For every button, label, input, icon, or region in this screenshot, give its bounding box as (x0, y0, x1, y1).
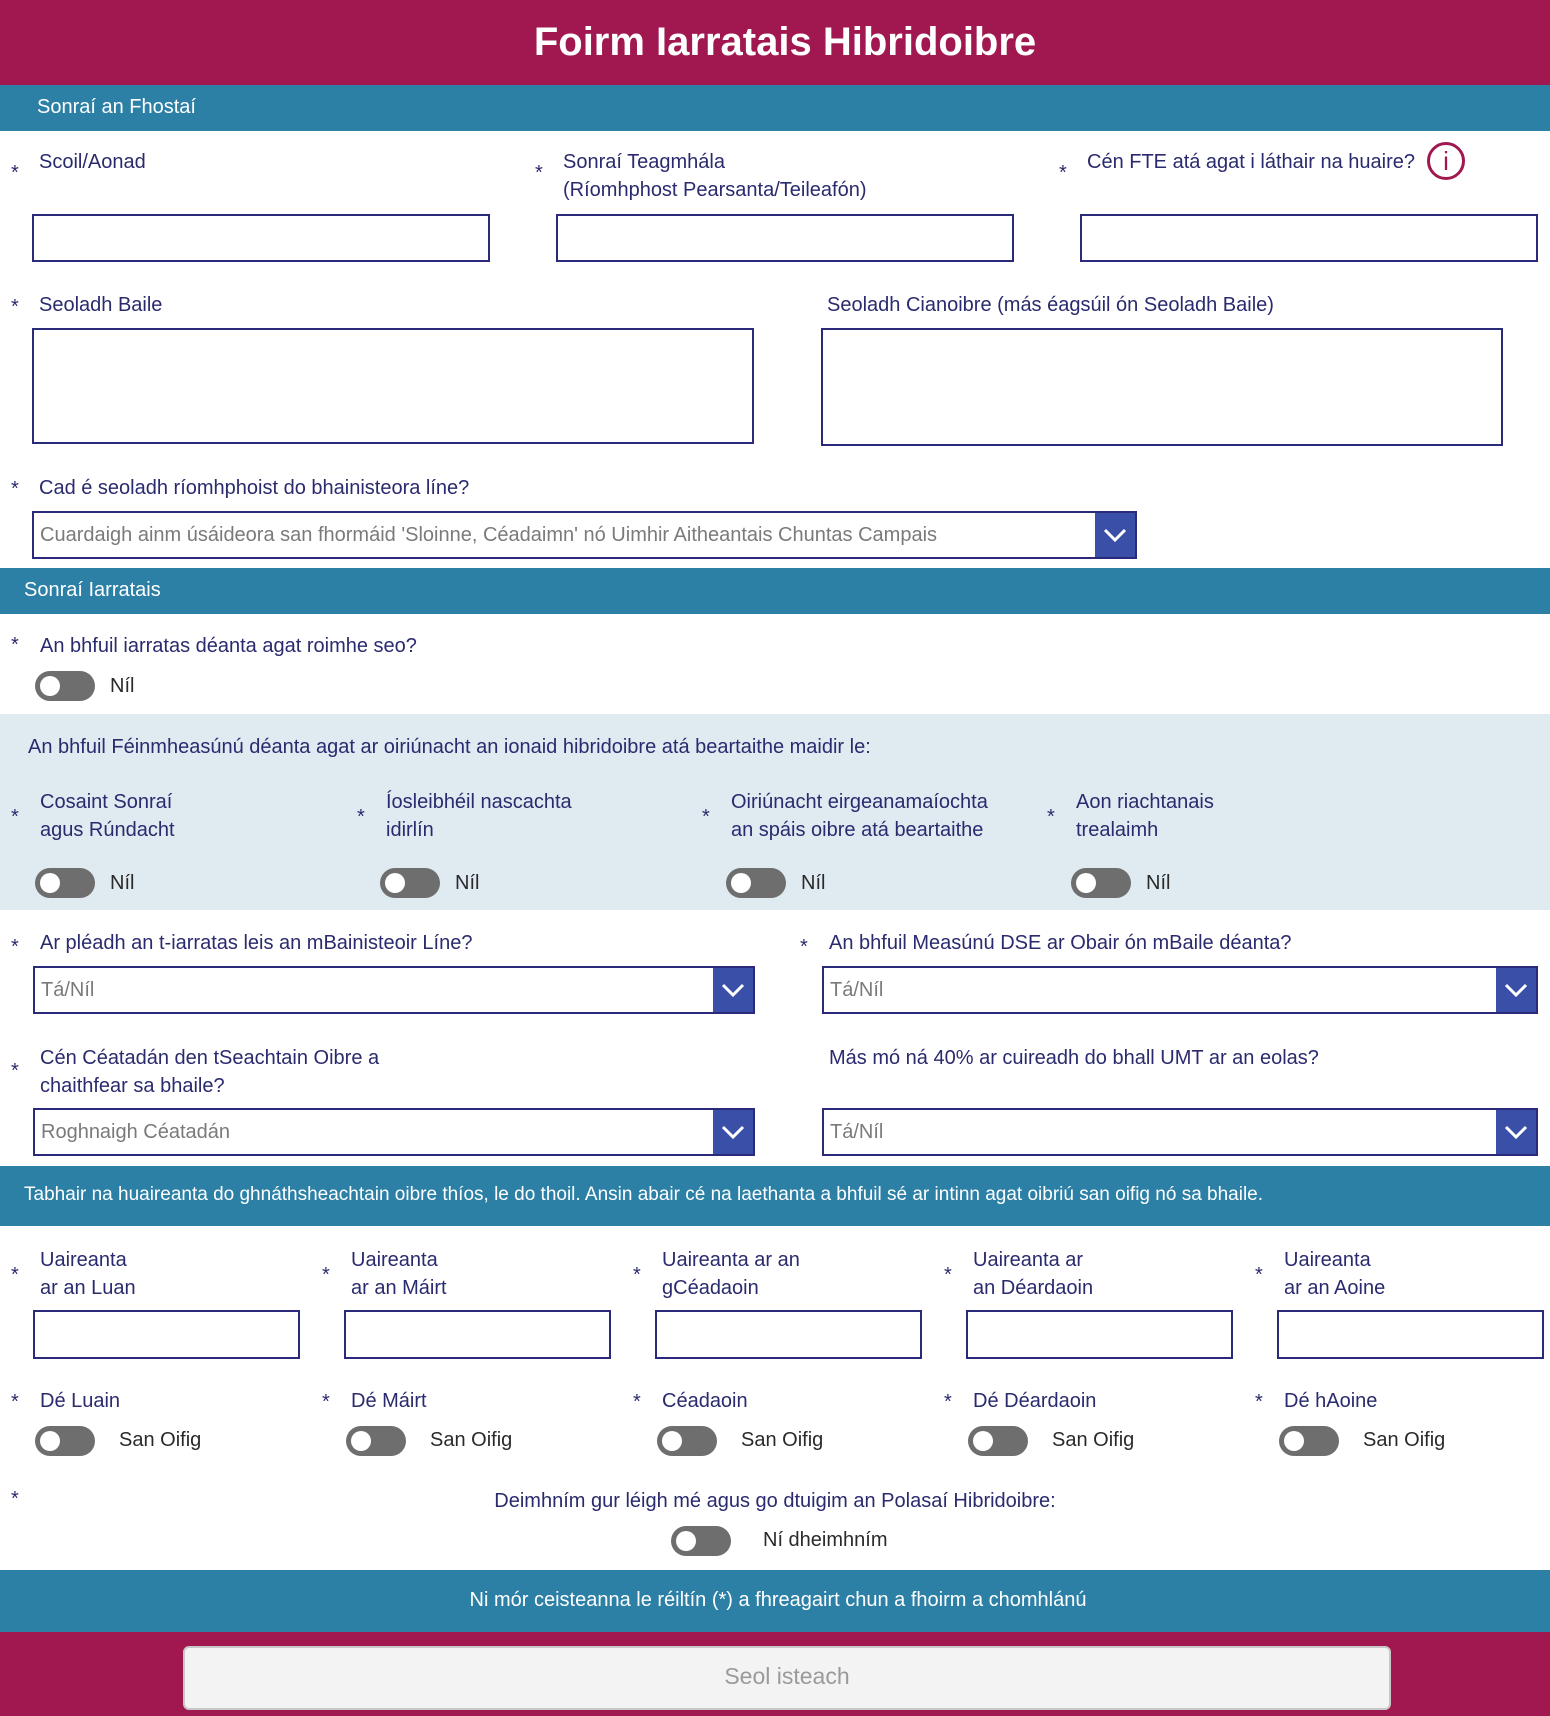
required-note: Ni mór ceisteanna le réiltín (*) a fhreagairt chun a fhoirm a chomhlánú (469, 1589, 1087, 1611)
monday-location-value: San Oifig (119, 1429, 202, 1451)
day-label: Dé hAoine (1284, 1390, 1378, 1412)
hours-tuesday-input[interactable] (344, 1310, 611, 1359)
percent-placeholder: Roghnaigh Céatadán (41, 1121, 231, 1143)
umt-label: Más mó ná 40% ar cuireadh do bhall UMT ar an eolas? (829, 1047, 1319, 1069)
day-label: Dé Luain (40, 1390, 121, 1412)
chevron-down-icon[interactable] (713, 968, 753, 1012)
hours-label-sub: ar an Luan (40, 1277, 136, 1299)
manager-email-label: Cad é seoladh ríomhphoist do bhainisteora líne? (39, 477, 470, 499)
home-address-input[interactable] (32, 328, 754, 444)
discussed-placeholder: Tá/Níl (41, 979, 95, 1001)
equipment-toggle[interactable] (1071, 868, 1131, 898)
data-protection-toggle[interactable] (35, 868, 95, 898)
hours-label: Uaireanta ar (973, 1249, 1084, 1271)
required-marker: * (322, 1264, 330, 1286)
hours-label-sub: ar an Aoine (1284, 1277, 1386, 1299)
manager-email-placeholder: Cuardaigh ainm úsáideora san fhormáid 'Sloinne, Céadaimn' nó Uimhir Aitheantais Chuntas Campais (40, 524, 938, 546)
section-title: Sonraí an Fhostaí (37, 96, 196, 118)
check-label: Íosleibhéil nascachta (386, 791, 572, 813)
percent-dropdown[interactable] (33, 1108, 755, 1156)
required-marker: * (1255, 1264, 1263, 1286)
check-label-sub: idirlín (386, 819, 434, 841)
hours-label: Uaireanta ar an (662, 1249, 800, 1271)
tuesday-location-toggle[interactable] (346, 1426, 406, 1456)
policy-value: Ní dheimhním (763, 1529, 888, 1551)
discussed-label: Ar pléadh an t-iarratas leis an mBainisteoir Líne? (40, 932, 473, 954)
hours-label: Uaireanta (40, 1249, 127, 1271)
hours-label: Uaireanta (1284, 1249, 1371, 1271)
required-marker: * (11, 1488, 19, 1510)
thursday-location-value: San Oifig (1052, 1429, 1135, 1451)
previous-application-value: Níl (110, 675, 135, 697)
school-input[interactable] (32, 214, 490, 262)
dse-placeholder: Tá/Níl (830, 979, 884, 1001)
home-address-label: Seoladh Baile (39, 294, 163, 316)
required-marker: * (11, 634, 19, 656)
policy-label: Deimhním gur léigh mé agus go dtuigim an Polasaí Hibridoibre: (494, 1490, 1056, 1512)
chevron-down-icon[interactable] (1496, 1110, 1536, 1154)
day-label: Dé Déardaoin (973, 1390, 1097, 1412)
required-marker: * (11, 296, 19, 318)
contact-label: Sonraí Teagmhála (563, 151, 725, 173)
required-marker: * (357, 806, 365, 828)
required-marker: * (633, 1264, 641, 1286)
umt-dropdown[interactable] (822, 1108, 1538, 1156)
required-marker: * (1059, 162, 1067, 184)
check-label: Aon riachtanais (1076, 791, 1214, 813)
required-note-bar (0, 1570, 1550, 1632)
required-marker: * (1047, 806, 1055, 828)
contact-input[interactable] (556, 214, 1014, 262)
required-marker: * (702, 806, 710, 828)
check-label-sub: an spáis oibre atá beartaithe (731, 819, 984, 841)
hours-label: Uaireanta (351, 1249, 438, 1271)
check-label: Cosaint Sonraí (40, 791, 173, 813)
required-marker: * (1255, 1391, 1263, 1413)
check-label-sub: trealaimh (1076, 819, 1159, 841)
equipment-value: Níl (1146, 872, 1171, 894)
manager-email-dropdown[interactable] (32, 511, 1137, 559)
hours-wednesday-input[interactable] (655, 1310, 922, 1359)
thursday-location-toggle[interactable] (968, 1426, 1028, 1456)
remote-address-input[interactable] (821, 328, 1503, 446)
contact-label-sub: (Ríomhphost Pearsanta/Teileafón) (563, 179, 867, 201)
percent-label: Cén Céatadán den tSeachtain Oibre a (40, 1047, 380, 1069)
required-marker: * (11, 806, 19, 828)
hours-thursday-input[interactable] (966, 1310, 1233, 1359)
monday-location-toggle[interactable] (35, 1426, 95, 1456)
required-marker: * (11, 1060, 19, 1082)
wednesday-location-value: San Oifig (741, 1429, 824, 1451)
hours-label-sub: ar an Máirt (351, 1277, 447, 1299)
data-protection-value: Níl (110, 872, 135, 894)
previous-application-toggle[interactable] (35, 671, 95, 701)
friday-location-value: San Oifig (1363, 1429, 1446, 1451)
section-header-application (0, 568, 1550, 614)
required-marker: * (322, 1391, 330, 1413)
discussed-dropdown[interactable] (33, 966, 755, 1014)
section-header-hours (0, 1166, 1550, 1226)
page-title: Foirm Iarratais Hibridoibre (533, 20, 1037, 64)
fte-input[interactable] (1080, 214, 1538, 262)
required-marker: * (535, 162, 543, 184)
umt-placeholder: Tá/Níl (830, 1121, 884, 1143)
ergonomics-value: Níl (801, 872, 826, 894)
required-marker: * (11, 478, 19, 500)
hours-instructions: Tabhair na huaireanta do ghnáthsheachtain oibre thíos, le do thoil. Ansin abair cé na laethanta a bhfuil sé ar intinn agat oibriú san oifig nó sa bhaile. (24, 1184, 1264, 1205)
hours-friday-input[interactable] (1277, 1310, 1544, 1359)
wednesday-location-toggle[interactable] (657, 1426, 717, 1456)
remote-address-label: Seoladh Cianoibre (más éagsúil ón Seoladh Baile) (827, 294, 1274, 316)
required-marker: * (11, 162, 19, 184)
policy-toggle[interactable] (671, 1526, 731, 1556)
day-label: Dé Máirt (351, 1390, 427, 1412)
friday-location-toggle[interactable] (1279, 1426, 1339, 1456)
self-assessment-intro: An bhfuil Féinmheasúnú déanta agat ar oiriúnacht an ionaid hibridoibre atá beartaithe maidir le: (28, 736, 871, 758)
required-marker: * (944, 1391, 952, 1413)
hours-label-sub: gCéadaoin (662, 1277, 759, 1299)
percent-label-sub: chaithfear sa bhaile? (40, 1075, 225, 1097)
day-label: Céadaoin (662, 1390, 748, 1412)
section-header-employee (0, 85, 1550, 131)
info-icon[interactable]: i (1427, 142, 1465, 180)
chevron-down-icon[interactable] (713, 1110, 753, 1154)
required-marker: * (944, 1264, 952, 1286)
required-marker: * (11, 936, 19, 958)
previous-application-label: An bhfuil iarratas déanta agat roimhe seo? (40, 635, 417, 657)
school-label: Scoil/Aonad (39, 151, 146, 173)
chevron-down-icon[interactable] (1496, 968, 1536, 1012)
required-marker: * (11, 1391, 19, 1413)
required-marker: * (633, 1391, 641, 1413)
submit-button[interactable]: Seol isteach (183, 1646, 1391, 1710)
connectivity-value: Níl (455, 872, 480, 894)
dse-dropdown[interactable] (822, 966, 1538, 1014)
hours-monday-input[interactable] (33, 1310, 300, 1359)
required-marker: * (800, 936, 808, 958)
fte-label: Cén FTE atá agat i láthair na huaire? (1087, 151, 1415, 173)
section-title: Sonraí Iarratais (24, 579, 161, 601)
check-label: Oiriúnacht eirgeanamaíochta (731, 791, 988, 813)
chevron-down-icon[interactable] (1095, 513, 1135, 557)
required-marker: * (11, 1264, 19, 1286)
tuesday-location-value: San Oifig (430, 1429, 513, 1451)
ergonomics-toggle[interactable] (726, 868, 786, 898)
check-label-sub: agus Rúndacht (40, 819, 175, 841)
connectivity-toggle[interactable] (380, 868, 440, 898)
hours-label-sub: an Déardaoin (973, 1277, 1094, 1299)
dse-label: An bhfuil Measúnú DSE ar Obair ón mBaile déanta? (829, 932, 1292, 954)
